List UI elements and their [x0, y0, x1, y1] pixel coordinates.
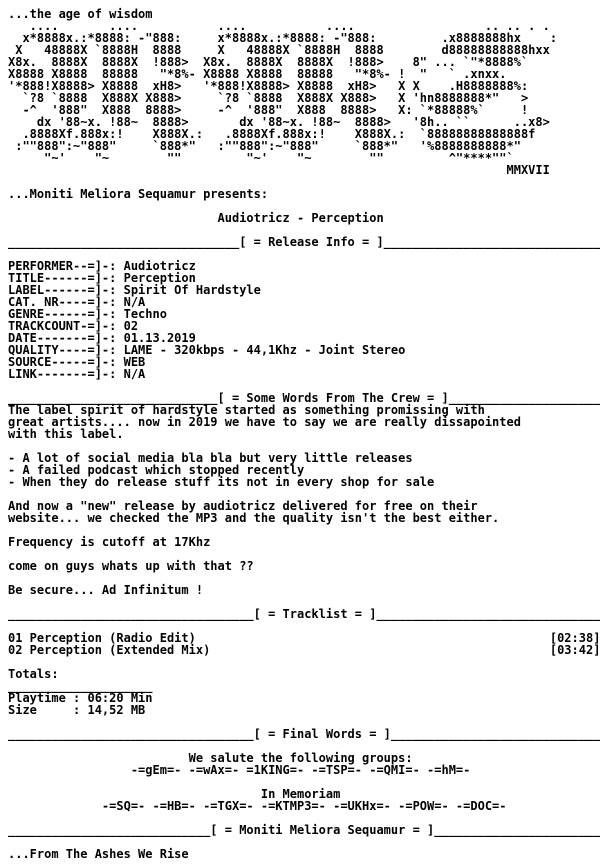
intro-line: ...the age of wisdom — [8, 7, 153, 21]
release-info-value: N/A — [123, 295, 146, 309]
release-info-key: CAT. NR----=]-: — [8, 295, 124, 309]
crew-bullet: - When they do release stuff its not in every shop for sale — [8, 475, 435, 489]
track-duration: [03:42] — [549, 643, 600, 657]
release-info-value: LAME - 320kbps - 44,1Khz - Joint Stereo — [123, 343, 406, 357]
ascii-logo-line: MMXVII — [8, 163, 550, 177]
ascii-logo-line: -^ '888" X888 8888> -^ '888" X888 8888> X: `*88888%` ! — [8, 103, 529, 117]
track-title: 01 Perception (Radio Edit) — [8, 631, 550, 645]
crew-paragraph-line: The label spirit of hardstyle started as something promissing with — [8, 403, 485, 417]
ascii-logo-line: :""888":~"888" `888*" :""888":~"888" `888*" '%8888888888*" — [8, 139, 521, 153]
outro-line: ...From The Ashes We Rise — [8, 847, 189, 861]
track-duration: [02:38] — [549, 631, 600, 645]
frequency-note: Frequency is cutoff at 17Khz — [8, 535, 211, 549]
release-info-key: LINK-------=]-: — [8, 367, 124, 381]
ascii-logo-line: .... .... .... .... .. .. . . — [8, 19, 550, 33]
final-words-heading: __________________________________[ = Final Words = ]_____________________________ — [8, 727, 600, 741]
size-line: Size : 14,52 MB — [8, 703, 146, 717]
ascii-logo-line: X8x. 8888X 8888X !888> X8x. 8888X 8888X !888> 8" ... `"*8888%` — [8, 55, 529, 69]
ascii-logo-line: '*888!X8888> X8888 xH8> '*888!X8888> X8888 xH8> X X .H8888888%: — [8, 79, 529, 93]
comeon-note: come on guys whats up with that ?? — [8, 559, 254, 573]
ascii-logo-line: X8888 X8888 88888 "*8%- X8888 X8888 88888 "*8%- ! " ` .xnxx. — [8, 67, 507, 81]
tracklist-table — [8, 631, 600, 657]
release-info-key: TITLE------=]-: — [8, 271, 124, 285]
crew-paragraph-1 — [8, 404, 584, 440]
tracklist-heading: __________________________________[ = Tracklist = ]_______________________________ — [8, 607, 600, 621]
release-info-value: Spirit Of Hardstyle — [123, 283, 261, 297]
crew-paragraph-line: with this label. — [8, 427, 124, 441]
release-info-value: N/A — [123, 367, 146, 381]
salute-groups: -=gEm=- -=wAx=- =1KING=- -=TSP=- -=QMI=- -=hM=- — [8, 763, 471, 777]
footer-heading: ____________________________[ = Moniti Meliora Sequamur = ]_______________________ — [8, 823, 600, 837]
release-info-key: DATE-------=]-: — [8, 331, 124, 345]
salute-title: We salute the following groups: — [8, 751, 413, 765]
crew-words-heading: _____________________________[ = Some Words From The Crew = ]_____________________ — [8, 391, 600, 405]
totals-label: Totals: — [8, 667, 59, 681]
release-info-value: Perception — [123, 271, 196, 285]
track-title: 02 Perception (Extended Mix) — [8, 643, 550, 657]
release-info-value: Audiotricz — [123, 259, 196, 273]
release-info-heading: ________________________________[ = Release Info = ]______________________________ — [8, 235, 600, 249]
crew-bullets — [8, 452, 584, 488]
crew-paragraph-line: great artists.... now in 2019 we have to say we are really dissapointed — [8, 415, 521, 429]
ascii-logo — [8, 20, 584, 176]
release-info-key: PERFORMER--=]-: — [8, 259, 124, 273]
track-row — [8, 643, 600, 657]
release-info-value: Techno — [123, 307, 167, 321]
ascii-logo-line: `?8 `8888 X888X X888> `?8 `8888 X888X X888> X 'hn8888888*" > — [8, 91, 529, 105]
release-info-key: LABEL------=]-: — [8, 283, 124, 297]
release-info-value: 01.13.2019 — [123, 331, 196, 345]
release-info-key: TRACKCOUNT-=]-: — [8, 319, 124, 333]
release-info-key: GENRE------=]-: — [8, 307, 124, 321]
memoriam-groups: -=SQ=- -=HB=- -=TGX=- -=KTMP3=- -=UKHx=- -=POW=- -=DOC=- — [8, 799, 507, 813]
ascii-logo-line: dx '88~x. !88~ 8888> dx '88~x. !88~ 8888> '8h.. `` ..x8> — [8, 115, 550, 129]
ascii-logo-line: "~' "~ "" "~' "~ "" ^"****""` — [8, 151, 514, 165]
ascii-logo-line: X 48888X `8888H 8888 X 48888X `8888H 8888 d88888888888hxx — [8, 43, 550, 57]
ascii-logo-line: x*8888x.:*8888: -"888: x*8888x.:*8888: -"888: .x8888888hx : — [8, 31, 558, 45]
release-title: Audiotricz - Perception — [8, 211, 384, 225]
release-info-table — [8, 260, 584, 380]
playtime-line: Playtime : 06:20 Min — [8, 691, 153, 705]
ascii-logo-line: .8888Xf.888x:! X888X.: .8888Xf.888x:! X888X.: `88888888888888f — [8, 127, 536, 141]
totals-rule: ____________________ — [8, 679, 153, 693]
release-info-row — [8, 368, 584, 380]
nfo-document — [8, 7, 600, 861]
crew-bullet: - A lot of social media bla bla but very little releases — [8, 451, 413, 465]
memoriam-title: In Memoriam — [8, 787, 341, 801]
release-info-key: SOURCE-----=]-: — [8, 355, 124, 369]
crew-bullet: - A failed podcast which stopped recently — [8, 463, 305, 477]
crew-paragraph-2 — [8, 500, 584, 524]
release-info-value: 02 — [123, 319, 139, 333]
secure-note: Be secure... Ad Infinitum ! — [8, 583, 204, 597]
presents-line: ...Moniti Meliora Sequamur presents: — [8, 187, 269, 201]
crew-paragraph-line: website... we checked the MP3 and the quality isn't the best either. — [8, 511, 500, 525]
release-info-value: WEB — [123, 355, 146, 369]
release-info-key: QUALITY----=]-: — [8, 343, 124, 357]
crew-paragraph-line: And now a "new" release by audiotricz delivered for free on their — [8, 499, 478, 513]
